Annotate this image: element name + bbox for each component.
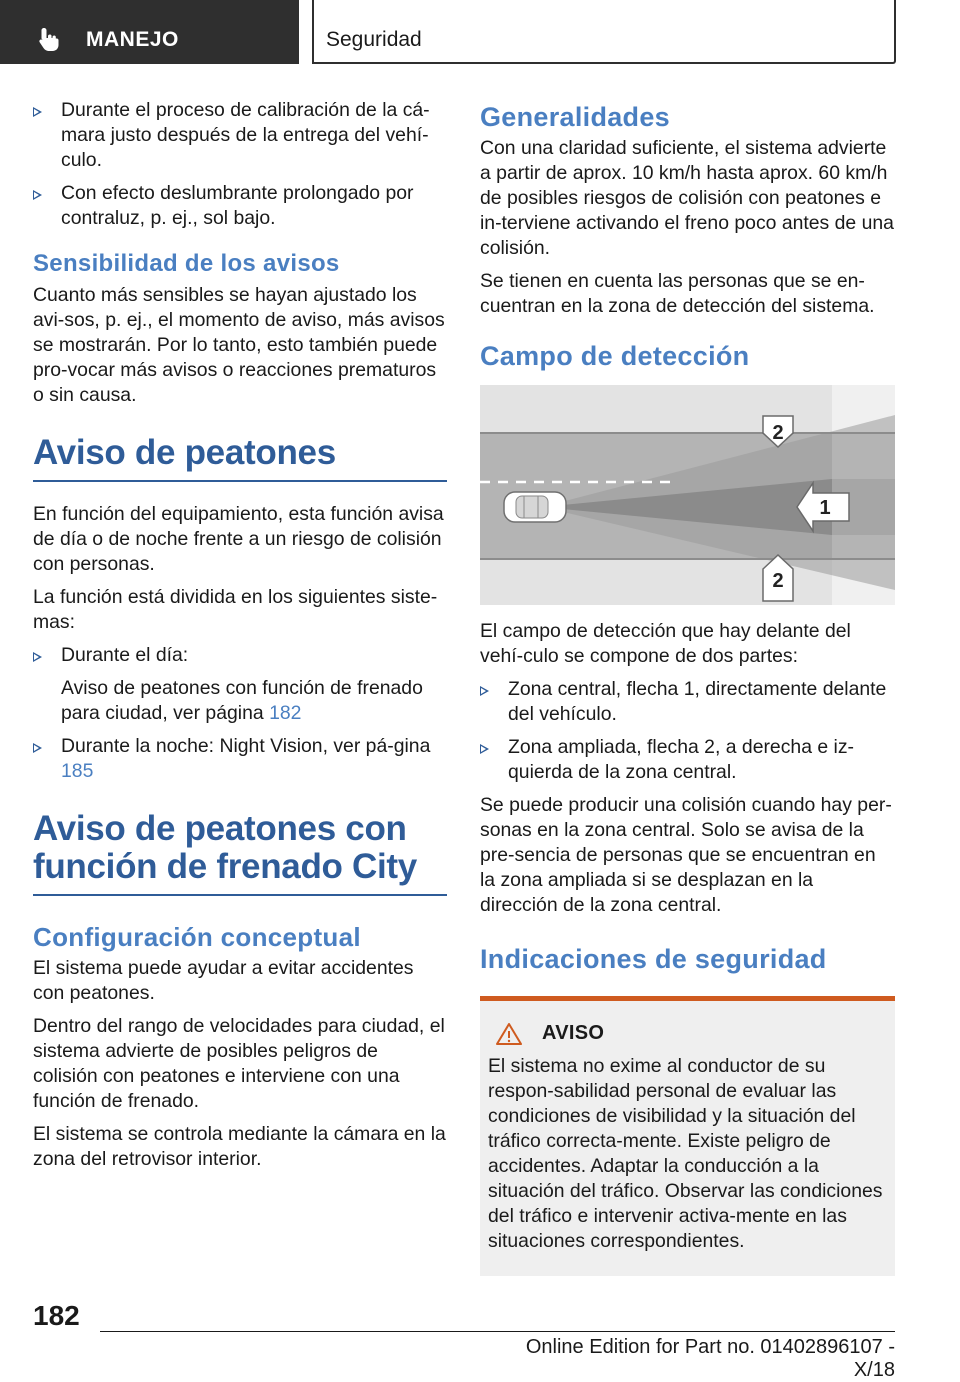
footer-divider [100,1331,895,1332]
callout-bottom: 2 [772,570,784,592]
page-link-185[interactable]: 185 [61,760,94,782]
bullet-triangle-icon [480,686,489,696]
list-item: Zona ampliada, flecha 2, a derecha e iz-quierda de la zona central. [480,735,895,785]
paragraph: La función está dividida en los siguientes siste-mas: [33,586,438,633]
section-heading-sensibilidad: Sensibilidad de los avisos [33,250,340,277]
warning-triangle-icon [496,1022,522,1046]
footer-edition: Online Edition for Part no. 01402896107 - X/18 [525,1336,895,1381]
chapter-title: Seguridad [326,28,422,51]
paragraph: En función del equipamiento, esta función avisa de día o de noche frente a un riesgo de colisión con personas. [33,503,444,575]
paragraph: Con una claridad suficiente, el sistema advierte a partir de aprox. 10 km/h hasta aprox. 60 km/h de posibles riesgos de colisión con peatones e in-terviene activando el freno poco antes de una colisión. [480,137,894,259]
list-item: Durante el proceso de calibración de la cá-mara justo después de la entrega del vehí-culo. [33,98,447,173]
left-column [33,98,447,1180]
list-item: Con efecto deslumbrante prolongado por contraluz, p. ej., sol bajo. [33,181,447,231]
section-heading-seguridad: Indicaciones de seguridad [480,944,827,974]
bullet-triangle-icon [33,743,42,753]
detection-field-svg [480,385,895,605]
paragraph: Cuanto más sensibles se hayan ajustado los avi-sos, p. ej., el momento de aviso, más avisos se mostrarán. Por lo tanto, esto también puede pro-vocar más avisos o reacciones prematuros o sin causa. [33,284,445,406]
warning-title-row [488,1021,887,1046]
list-item: Durante la noche: Night Vision, ver pá-gina 185 [33,734,447,784]
callout-top: 2 [772,422,784,444]
section-heading-configuracion: Configuración conceptual [33,922,361,952]
list-item: Zona central, flecha 1, directamente delante del vehículo. [480,677,895,727]
chapter-header [312,0,896,64]
section-tab [0,0,299,64]
paragraph: Se tienen en cuenta las personas que se en-cuentran en la zona de detección del sistema. [480,270,875,317]
paragraph: Se puede producir una colisión cuando hay per-sonas en la zona central. Solo se avisa de la pre-sencia de personas que se encuentran en la zona ampliada si se desplazan en la dirección de la zona central. [480,794,892,916]
bullet-triangle-icon [33,107,42,117]
section-heading-campo: Campo de detección [480,341,750,371]
list-item-detail: Aviso de peatones con función de frenado para ciudad, ver página 182 [61,677,423,724]
right-column [480,98,895,1276]
page-title-aviso-peatones: Aviso de peatones [33,434,447,482]
warning-box [480,996,895,1276]
paragraph: Dentro del rango de velocidades para ciudad, el sistema advierte de posibles peligros de colisión con peatones e interviene con una función de frenado. [33,1015,445,1112]
callout-center: 1 [819,497,831,519]
bullet-triangle-icon [480,744,489,754]
section-label: MANEJO [86,28,179,51]
page-number: 182 [33,1300,80,1331]
section-heading-generalidades: Generalidades [480,102,670,132]
paragraph: El sistema puede ayudar a evitar accidentes con peatones. [33,957,414,1004]
detection-field-diagram [480,385,895,605]
warning-title: AVISO [542,1022,605,1044]
page-title-city: Aviso de peatones con función de frenado City [33,810,447,896]
paragraph: El sistema se controla mediante la cámara en la zona del retrovisor interior. [33,1123,446,1170]
car-icon [504,492,566,522]
bullet-triangle-icon [33,652,42,662]
hand-icon [38,26,64,52]
warning-text: El sistema no exime al conductor de su respon-sabilidad personal de evaluar las condiciones de visibilidad y la situación del tráfico correcta-mente. Existe peligro de accidentes. Adaptar la conducción a la situación del tráfico. Observar las condiciones del tráfico e intervenir activa-mente en las situaciones correspondientes. [488,1055,883,1252]
paragraph: El campo de detección que hay delante del vehí-culo se compone de dos partes: [480,620,851,667]
bullet-triangle-icon [33,190,42,200]
page-link-182[interactable]: 182 [269,702,302,724]
list-item: Durante el día: [33,643,447,668]
